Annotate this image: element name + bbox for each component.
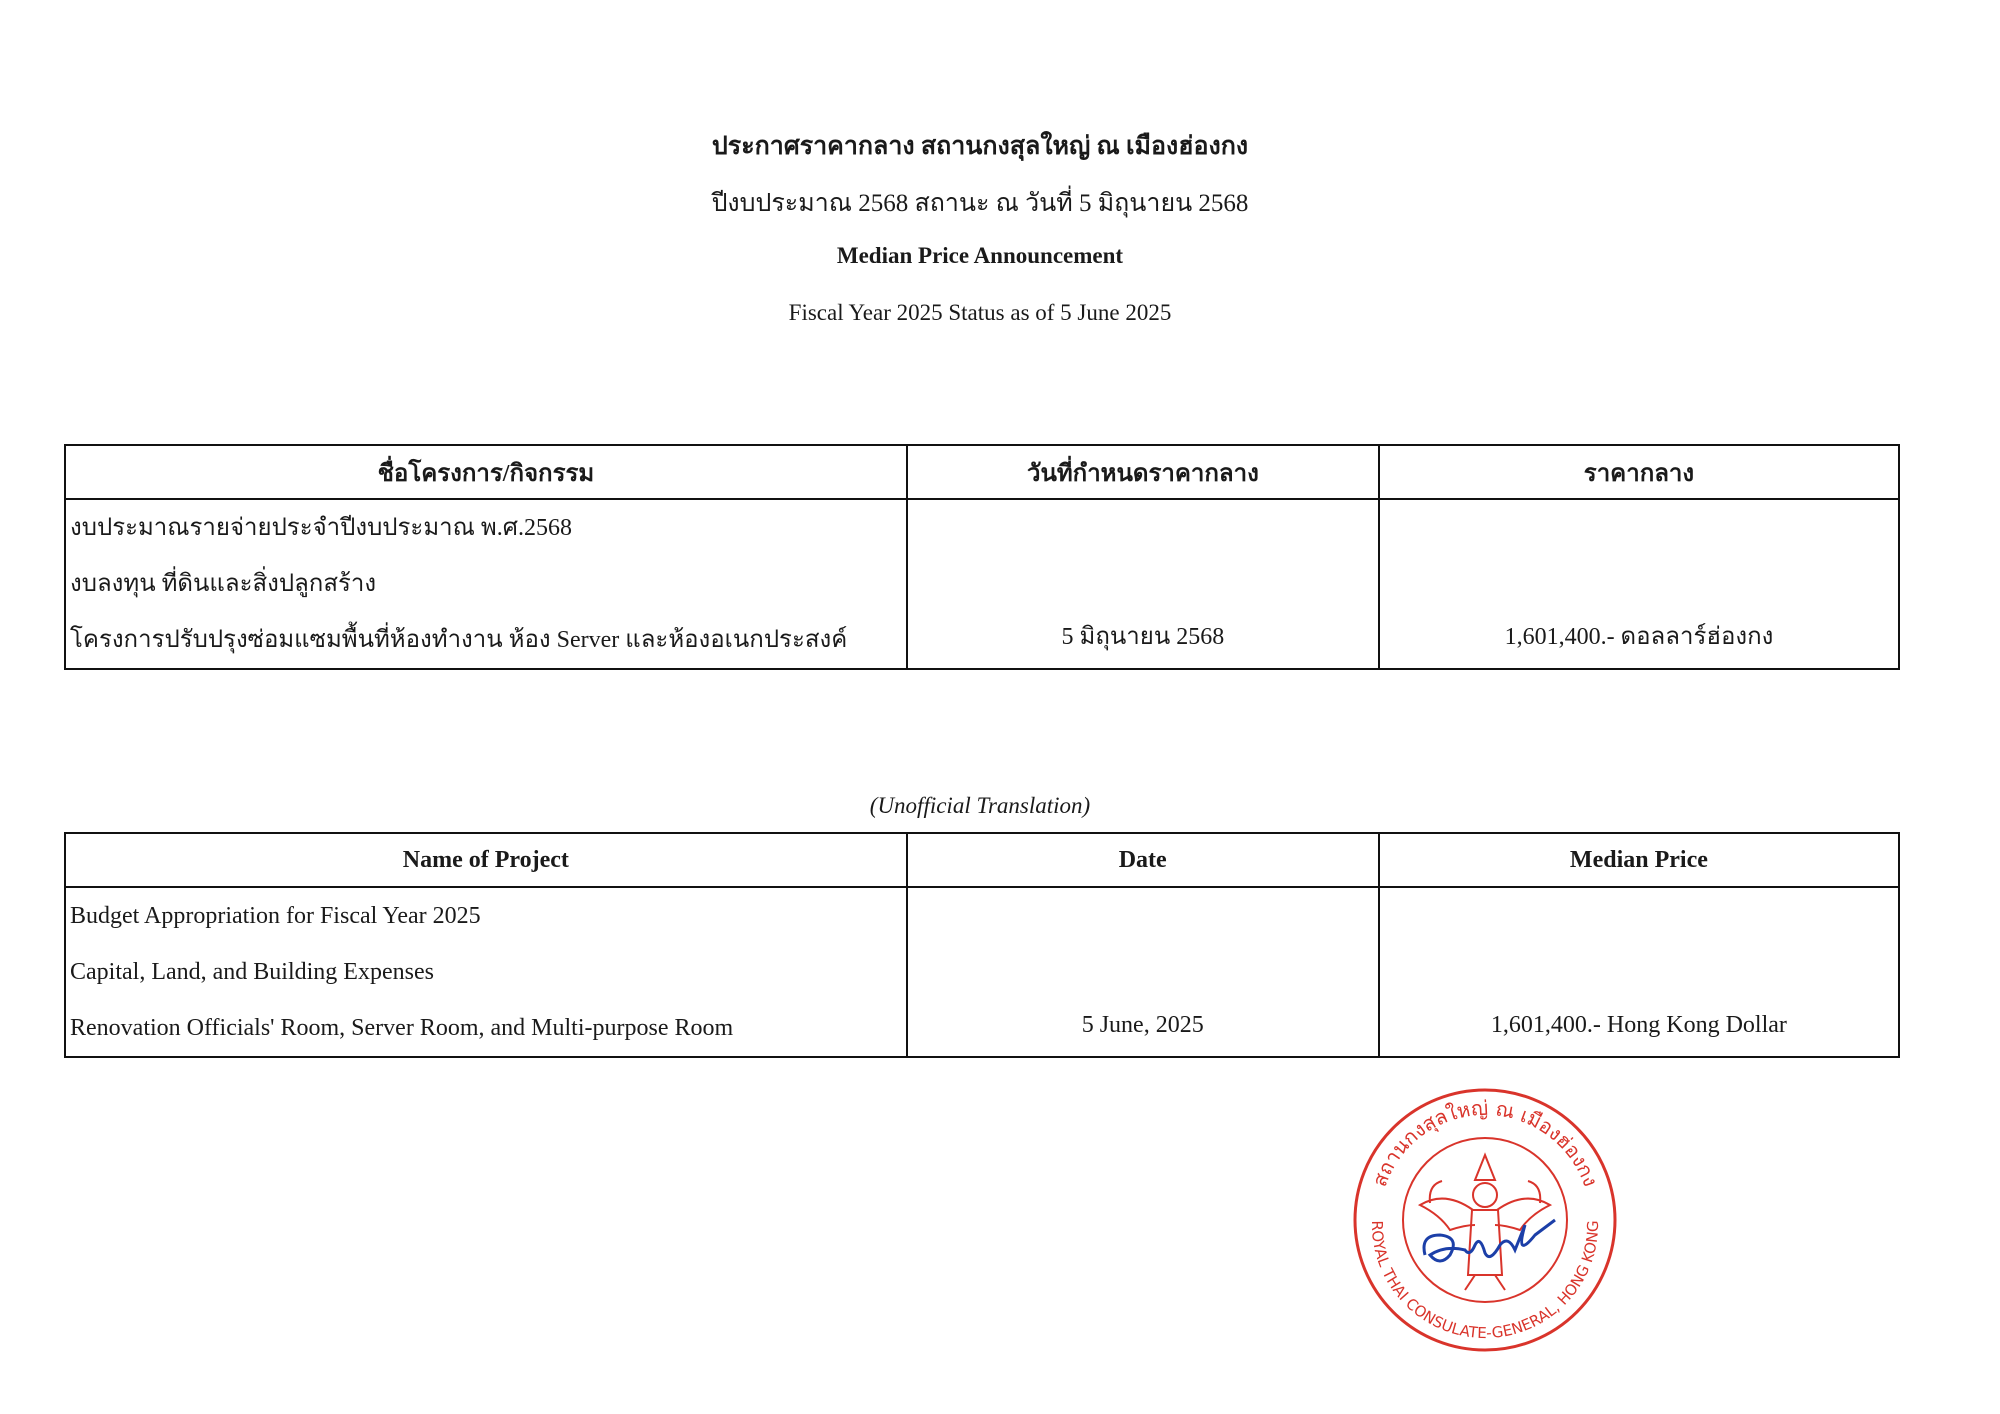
table-header-row bbox=[65, 833, 1899, 887]
english-price-table bbox=[64, 832, 1900, 1058]
table-row bbox=[65, 887, 1899, 1057]
header-date: วันที่กำหนดราคากลาง bbox=[907, 445, 1379, 499]
translation-note: (Unofficial Translation) bbox=[869, 793, 1091, 818]
english-subtitle: Fiscal Year 2025 Status as of 5 June 2025 bbox=[788, 300, 1172, 325]
header-date: Date bbox=[907, 833, 1379, 887]
date-cell: 5 June, 2025 bbox=[907, 887, 1379, 1057]
project-line: งบลงทุน ที่ดินและสิ่งปลูกสร้าง bbox=[70, 571, 377, 597]
seal-english-text: ROYAL THAI CONSULATE-GENERAL, HONG KONG bbox=[1367, 1220, 1603, 1343]
thai-title: ประกาศราคากลาง สถานกงสุลใหญ่ ณ เมืองฮ่องกง bbox=[711, 133, 1249, 160]
table-row bbox=[65, 499, 1899, 669]
seal-outer-ring bbox=[1355, 1090, 1615, 1350]
header-median-price: Median Price bbox=[1379, 833, 1899, 887]
signature-icon bbox=[1424, 1220, 1555, 1261]
project-cell bbox=[65, 499, 907, 669]
price-cell: 1,601,400.- Hong Kong Dollar bbox=[1379, 887, 1899, 1057]
project-line: Capital, Land, and Building Expenses bbox=[70, 959, 434, 985]
seal-inner-ring bbox=[1403, 1138, 1567, 1302]
project-cell bbox=[65, 887, 907, 1057]
header-project-name: ชื่อโครงการ/กิจกรรม bbox=[65, 445, 907, 499]
date-cell: 5 มิถุนายน 2568 bbox=[907, 499, 1379, 669]
header-project-name: Name of Project bbox=[65, 833, 907, 887]
project-line: Renovation Officials' Room, Server Room, and Multi-purpose Room bbox=[70, 1015, 734, 1041]
project-line: งบประมาณรายจ่ายประจำปีงบประมาณ พ.ศ.2568 bbox=[70, 515, 572, 541]
thai-subtitle: ปีงบประมาณ 2568 สถานะ ณ วันที่ 5 มิถุนายน 2568 bbox=[711, 190, 1249, 217]
project-line: โครงการปรับปรุงซ่อมแซมพื้นที่ห้องทำงาน ห้อง Server และห้องอเนกประสงค์ bbox=[70, 627, 848, 653]
project-line: Budget Appropriation for Fiscal Year 2025 bbox=[70, 903, 481, 929]
consulate-seal bbox=[1350, 1085, 1620, 1355]
thai-price-table bbox=[64, 444, 1900, 670]
english-title: Median Price Announcement bbox=[836, 243, 1124, 268]
seal-thai-text: สถานกงสุลใหญ่ ณ เมืองฮ่องกง bbox=[1367, 1095, 1603, 1190]
header-median-price: ราคากลาง bbox=[1379, 445, 1899, 499]
price-cell: 1,601,400.- ดอลลาร์ฮ่องกง bbox=[1379, 499, 1899, 669]
garuda-emblem-icon bbox=[1420, 1155, 1550, 1290]
table-header-row bbox=[65, 445, 1899, 499]
